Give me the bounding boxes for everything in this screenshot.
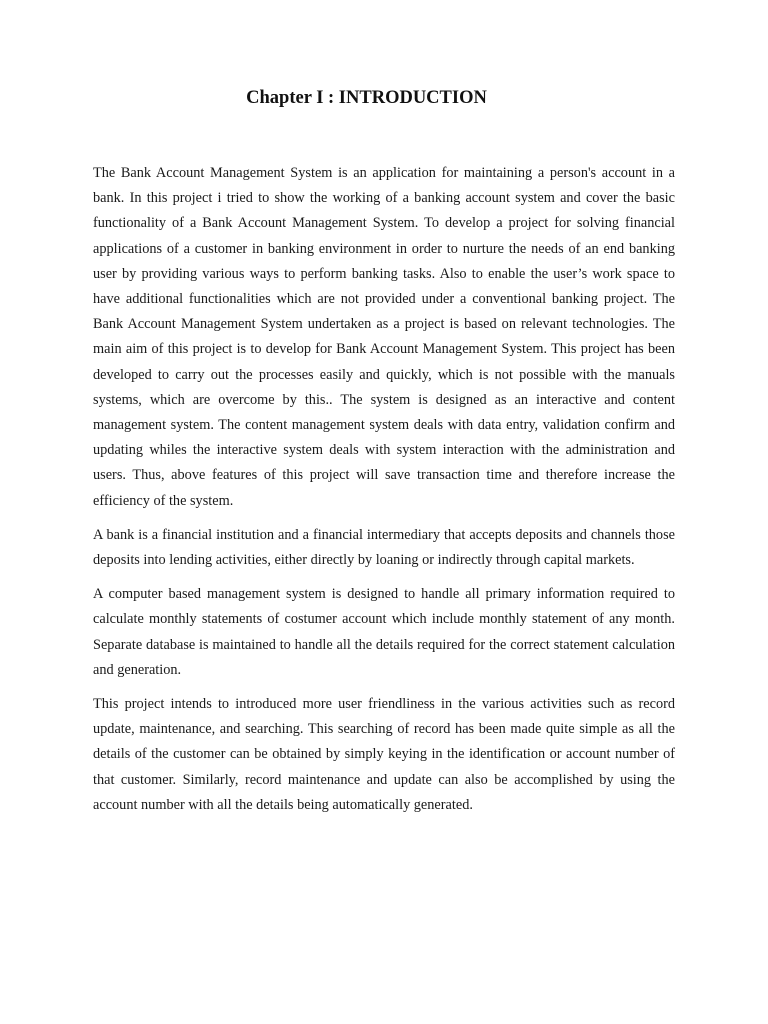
paragraph-bank-definition: A bank is a financial institution and a financial intermediary that accepts deposits and channels those deposits into lending activities, either directly by loaning or indirectly through capital markets. [93,526,675,569]
paragraph-intro: The Bank Account Management System is an application for maintaining a person's account in a bank. In this project i tried to show the working of a banking account system and cover the basic functionality of a Bank Account Management System. To develop a project for solving financial applications of a customer in banking environment in order to nurture the needs of an end banking user by providing various ways to perform banking tasks. Also to enable the user’s work space to have additional functionalities which are not provided under a conventional banking project. The Bank Account Management System undertaken as a project is based on relevant technologies. The main aim of this project is to develop for Bank Account Management System. This project has been developed to carry out the processes easily and quickly, which is not possible with the manuals systems, which are overcome by this.. The system is designed as an interactive and content management system. The content management system deals with data entry, validation confirm and updating whiles the interactive system deals with system interaction with the administration and users. Thus, above features of this project will save transaction time and therefore increase the efficiency of the system. [93,165,675,509]
chapter-title: Chapter I : INTRODUCTION [246,88,487,108]
paragraph-management-system: A computer based management system is designed to handle all primary information required to calculate monthly statements of costumer account which include monthly statement of any month. Separate database is maintained to handle all the details required for the correct statement calculation and generation. [93,586,675,678]
body-text [93,161,675,827]
paragraph-user-friendliness: This project intends to introduced more user friendliness in the various activities such as record update, maintenance, and searching. This searching of record has been made quite simple as all the details of the customer can be obtained by simply keying in the identification or account number of that customer. Similarly, record maintenance and update can also be accomplished by using the account number with all the details being automatically generated. [93,696,675,813]
